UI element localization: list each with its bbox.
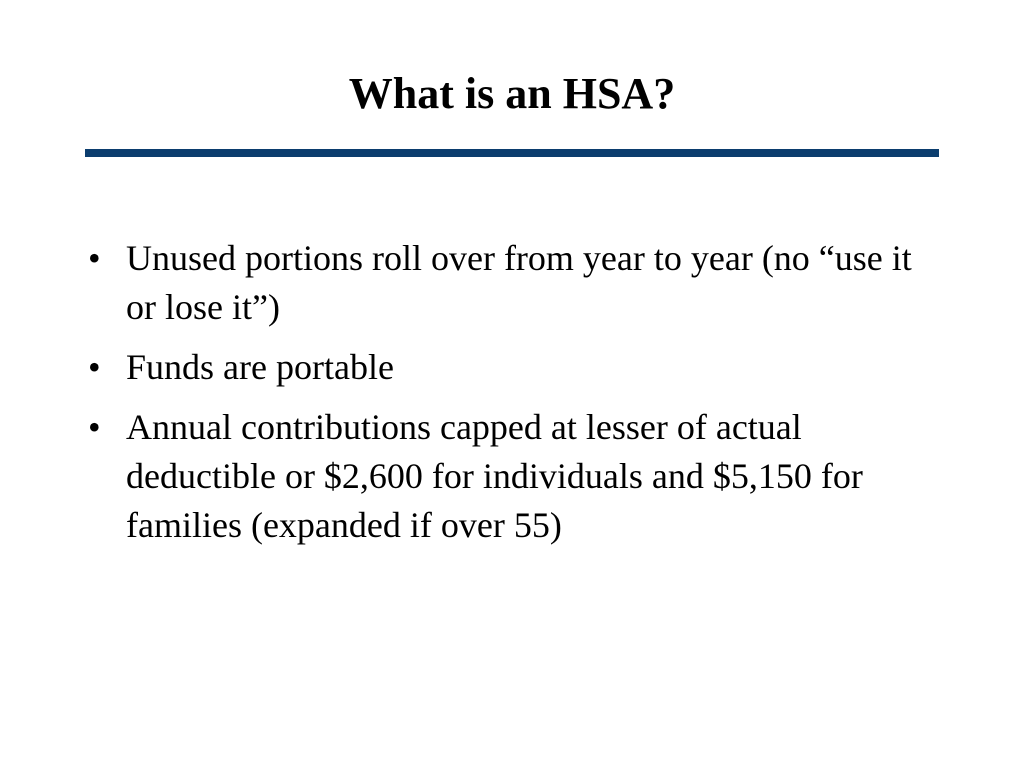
slide-title: What is an HSA? [348,69,676,118]
bullet-icon: • [88,238,101,278]
title-divider [85,149,939,157]
bullet-item [88,343,928,392]
bullet-text: Funds are portable [126,347,394,387]
bullet-item [88,403,928,550]
bullet-item [88,234,928,332]
bullet-text: Annual contributions capped at lesser of actual deductible or $2,600 for individuals and $5,150 for families (expanded if over 55) [126,407,863,545]
bullet-icon: • [88,407,101,447]
bullet-text: Unused portions roll over from year to year (no “use it or lose it”) [126,238,912,327]
bullet-list [88,234,928,561]
bullet-icon: • [88,347,101,387]
